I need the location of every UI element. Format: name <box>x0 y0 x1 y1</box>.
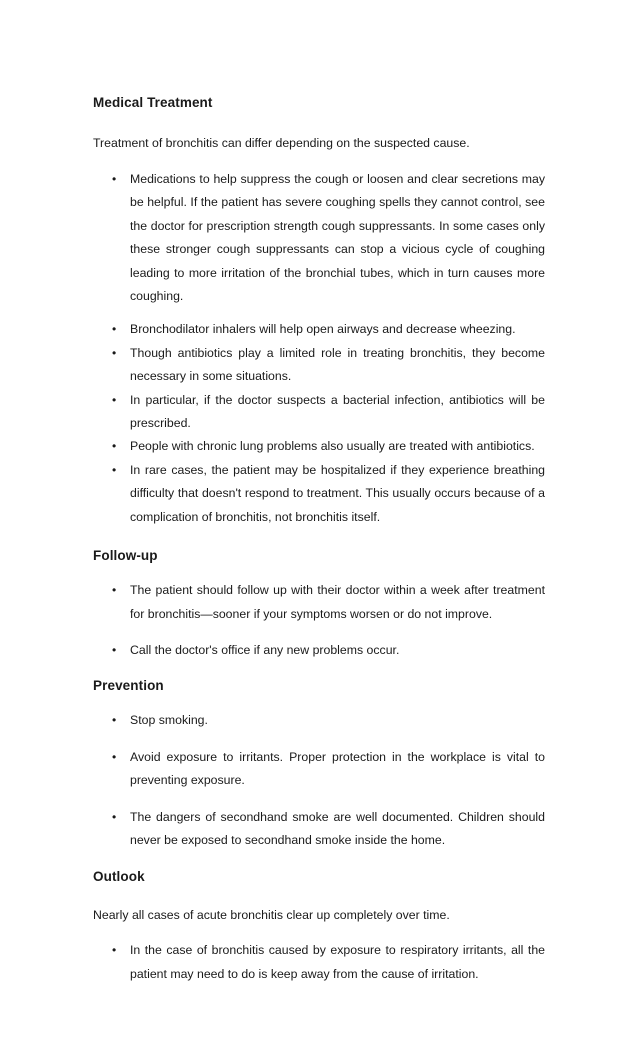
followup-list <box>93 579 545 662</box>
list-item: • People with chronic lung problems also usually are treated with antibiotics. <box>93 435 545 458</box>
outlook-list <box>93 939 545 986</box>
bullet-icon: • <box>112 809 117 824</box>
medical-list <box>93 168 545 529</box>
bullet-icon: • <box>112 172 117 186</box>
list-item: • In particular, if the doctor suspects a bacterial infection, antibiotics will be prescribed. <box>93 389 545 436</box>
outlook-intro: Nearly all cases of acute bronchitis clear up completely over time. <box>93 908 450 923</box>
list-item: • Stop smoking. <box>93 709 545 732</box>
bullet-icon: • <box>112 322 117 337</box>
list-item: • Bronchodilator inhalers will help open airways and decrease wheezing. <box>93 318 545 341</box>
bullet-icon: • <box>112 462 117 477</box>
bullet-icon: • <box>112 943 117 958</box>
medical-intro: Treatment of bronchitis can differ depending on the suspected cause. <box>93 136 470 150</box>
bullet-icon: • <box>112 583 117 598</box>
prevention-list <box>93 709 545 852</box>
bullet-icon: • <box>112 749 117 764</box>
list-item: • In rare cases, the patient may be hospitalized if they experience breathing difficulty that doesn't respond to treatment. This usually occurs because of a complication of bronchitis, not bronchitis itself. <box>93 459 545 529</box>
bullet-icon: • <box>112 642 117 657</box>
list-item: • In the case of bronchitis caused by exposure to respiratory irritants, all the patient may need to do is keep away from the cause of irritation. <box>93 939 545 986</box>
heading-follow-up: Follow-up <box>93 548 158 564</box>
heading-medical-treatment: Medical Treatment <box>93 95 213 110</box>
bullet-icon: • <box>112 392 117 407</box>
list-item: • Call the doctor's office if any new problems occur. <box>93 639 545 662</box>
bullet-icon: • <box>112 439 117 454</box>
list-item: • The patient should follow up with their doctor within a week after treatment for bronchitis—sooner if your symptoms worsen or do not improve. <box>93 579 545 626</box>
list-item: • Avoid exposure to irritants. Proper protection in the workplace is vital to preventing exposure. <box>93 746 545 793</box>
bullet-icon: • <box>112 713 117 728</box>
bullet-icon: • <box>112 345 117 360</box>
list-item: • Medications to help suppress the cough or loosen and clear secretions may be helpful. If the patient has severe coughing spells they cannot control, see the doctor for prescription strength cough suppressants. In some cases only these stronger cough suppressants can stop a vicious cycle of coughing leading to more irritation of the bronchial tubes, which in turn causes more coughing. <box>93 168 545 308</box>
document-page <box>93 94 545 986</box>
list-item: • Though antibiotics play a limited role in treating bronchitis, they become necessary in some situations. <box>93 342 545 389</box>
heading-outlook: Outlook <box>93 869 145 885</box>
heading-prevention: Prevention <box>93 678 164 694</box>
list-item: • The dangers of secondhand smoke are well documented. Children should never be exposed to secondhand smoke inside the home. <box>93 806 545 853</box>
